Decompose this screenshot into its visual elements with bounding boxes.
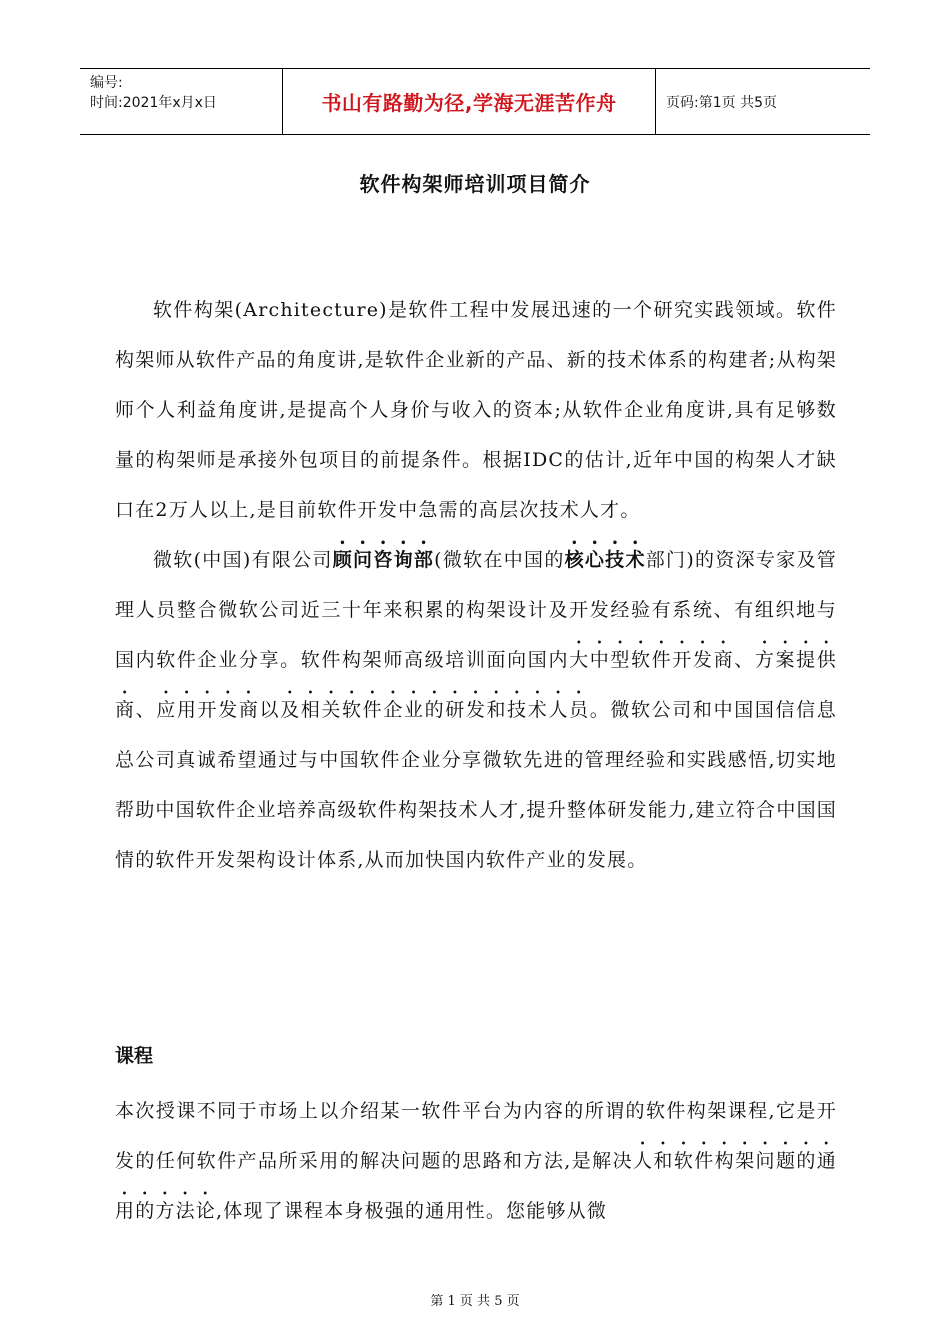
page-footer: 第 1 页 共 5 页 (430, 1294, 520, 1309)
emphasis-solution-providers: 方案提供商 (115, 649, 837, 721)
emphasis-developers: 大中型软件开发商 (569, 649, 735, 671)
emphasis-consulting-dept: 顾问咨询部 (332, 549, 435, 571)
header-motto-cell (282, 69, 656, 134)
emphasis-app-developers: 应用开发商 (156, 699, 260, 721)
emphasis-methodology: 人和软件构架问题的通用的方法论 (115, 1150, 837, 1222)
intro-paragraph-1: 软件构架(Architecture)是软件工程中发展迅速的一个研究实践领域。软件构架师从软件产品的角度讲,是软件企业新的产品、新的技术体系的构建者;从构架师个人利益角度讲,是提高个人身价与收入的资本;从软件企业角度讲,具有足够数量的构架师是承接外包项目的前提条件。根据IDC的估计,近年中国的构架人才缺口在2万人以上,是目前软件开发中急需的高层次技术人才。 (115, 299, 837, 521)
course-heading: 课程 (115, 1045, 154, 1067)
header-motto: 书山有路勤为径,学海无涯苦作舟 (321, 91, 617, 115)
course-paragraph: 本次授课不同于市场上以介绍某一软件平台为内容的所谓的软件构架课程,它是开发的任何软件产品所采用的解决问题的思路和方法,是解决人和软件构架问题的通用的方法论,体现了课程本身极强的通用性。您能够从微 (115, 1100, 837, 1222)
header-page-info: 页码:第1页 共5页 (666, 94, 777, 111)
emphasis-rd-staff: 及相关软件企业的研发和技术人员 (280, 699, 590, 721)
document-number-label: 编号: (90, 75, 123, 91)
emphasis-core-tech: 核心技术 (564, 549, 646, 571)
intro-section (115, 285, 837, 885)
document-time-label: 时间:2021年x月x日 (90, 95, 217, 111)
intro-paragraph-2: 微软(中国)有限公司顾问咨询部(微软在中国的核心技术部门)的资深专家及管理人员整合微软公司近三十年来积累的构架设计及开发经验有系统、有组织地与国内软件企业分享。软件构架师高级培训面向国内大中型软件开发商、方案提供商、应用开发商以及相关软件企业的研发和技术人员。微软公司和中国国信信息总公司真诚希望通过与中国软件企业分享微软先进的管理经验和实践感悟,切实地帮助中国软件企业培养高级软件构架技术人才,提升整体研发能力,建立符合中国国情的软件开发架构设计体系,从而加快国内软件产业的发展。 (115, 549, 837, 871)
page-header (80, 68, 870, 135)
header-meta (80, 69, 282, 134)
course-section (115, 1086, 837, 1236)
document-title: 软件构架师培训项目简介 (359, 172, 591, 196)
